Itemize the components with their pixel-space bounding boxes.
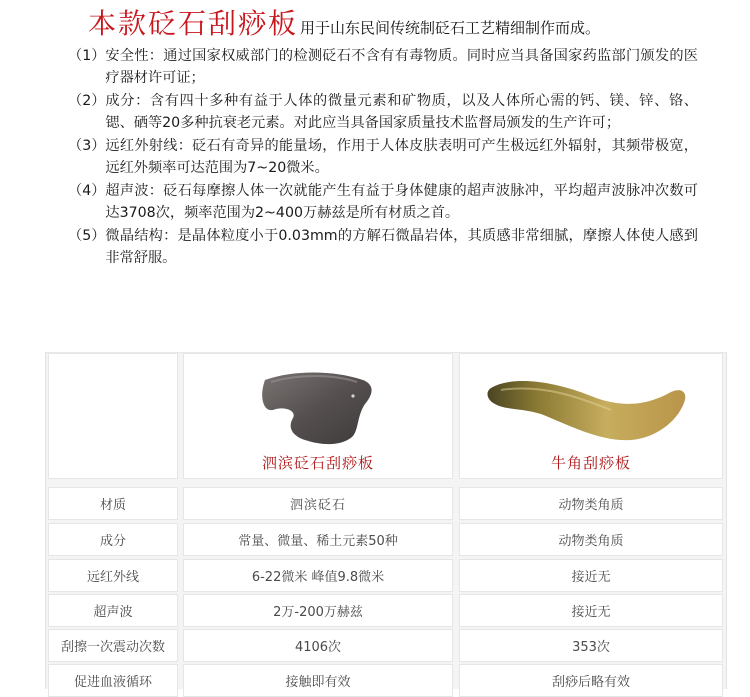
feature-text: 安全性：通过国家权威部门的检测砭石不含有有毒物质。同时应当具备国家药监部门颁发的医疗器材许可证；	[105, 48, 698, 86]
row-label-material: 材质	[48, 487, 178, 520]
row-label-vibration: 刮擦一次震动次数	[48, 629, 178, 662]
product-horn-name: 牛角刮痧板	[550, 454, 631, 472]
product-subtitle: 用于山东民间传统制砭石工艺精细制作而成。	[300, 19, 601, 37]
feature-item-ultrasound	[68, 181, 698, 224]
feature-text: 成分：含有四十多种有益于人体的微量元素和矿物质，以及人体所心需的钙、镁、锌、铬、锶、硒等20多种抗衰老元素。对此应当具备国家质量技术监督局颁发的生产许可；	[105, 93, 698, 131]
stone-scraper-image	[184, 366, 452, 448]
feature-number: （5）	[68, 228, 106, 244]
horn-composition-value: 动物类角质	[459, 523, 723, 556]
row-label-composition: 成分	[48, 523, 178, 556]
horn-infrared-value: 接近无	[459, 559, 723, 592]
stone-composition-value: 常量、微量、稀土元素50种	[183, 523, 453, 556]
headline	[88, 2, 600, 42]
feature-number: （1）	[68, 48, 106, 64]
row-label-infrared: 远红外线	[48, 559, 178, 592]
stone-infrared-value: 6-22微米 峰值9.8微米	[183, 559, 453, 592]
horn-vibration-value: 353次	[459, 629, 723, 662]
feature-number: （4）	[68, 183, 106, 199]
header-empty-cell	[48, 353, 178, 479]
stone-ultrasound-value: 2万-200万赫兹	[183, 594, 453, 627]
feature-item-safety	[68, 46, 698, 89]
horn-ultrasound-value: 接近无	[459, 594, 723, 627]
horn-material-value: 动物类角质	[459, 487, 723, 520]
stone-material-value: 泗滨砭石	[183, 487, 453, 520]
feature-item-infrared	[68, 136, 698, 179]
horn-circulation-value: 刮痧后略有效	[459, 664, 723, 697]
feature-text: 远红外射线：砭石有奇异的能量场，作用于人体皮肤表明可产生极远红外辐射，其频带极宽，远红外频率可达范围为7~20微米。	[105, 138, 698, 176]
product-stone-name: 泗滨砭石刮痧板	[261, 454, 374, 472]
feature-list	[68, 46, 698, 271]
product-title: 本款砭石刮痧板	[88, 7, 299, 40]
feature-item-microcrystal	[68, 226, 698, 269]
comparison-table	[45, 352, 727, 689]
row-label-circulation: 促进血液循环	[48, 664, 178, 697]
stone-vibration-value: 4106次	[183, 629, 453, 662]
product-horn-header	[459, 353, 723, 479]
feature-text: 微晶结构：是晶体粒度小于0.03mm的方解石微晶岩体，其质感非常细腻，摩擦人体使人感到非常舒服。	[105, 228, 698, 266]
feature-number: （3）	[68, 138, 106, 154]
row-label-ultrasound: 超声波	[48, 594, 178, 627]
horn-scraper-image	[460, 366, 722, 448]
feature-text: 超声波：砭石每摩擦人体一次就能产生有益于身体健康的超声波脉冲，平均超声波脉冲次数可达3708次，频率范围为2~400万赫兹是所有材质之首。	[105, 183, 698, 221]
feature-number: （2）	[68, 93, 106, 109]
product-stone-header	[183, 353, 453, 479]
stone-circulation-value: 接触即有效	[183, 664, 453, 697]
feature-item-composition	[68, 91, 698, 134]
